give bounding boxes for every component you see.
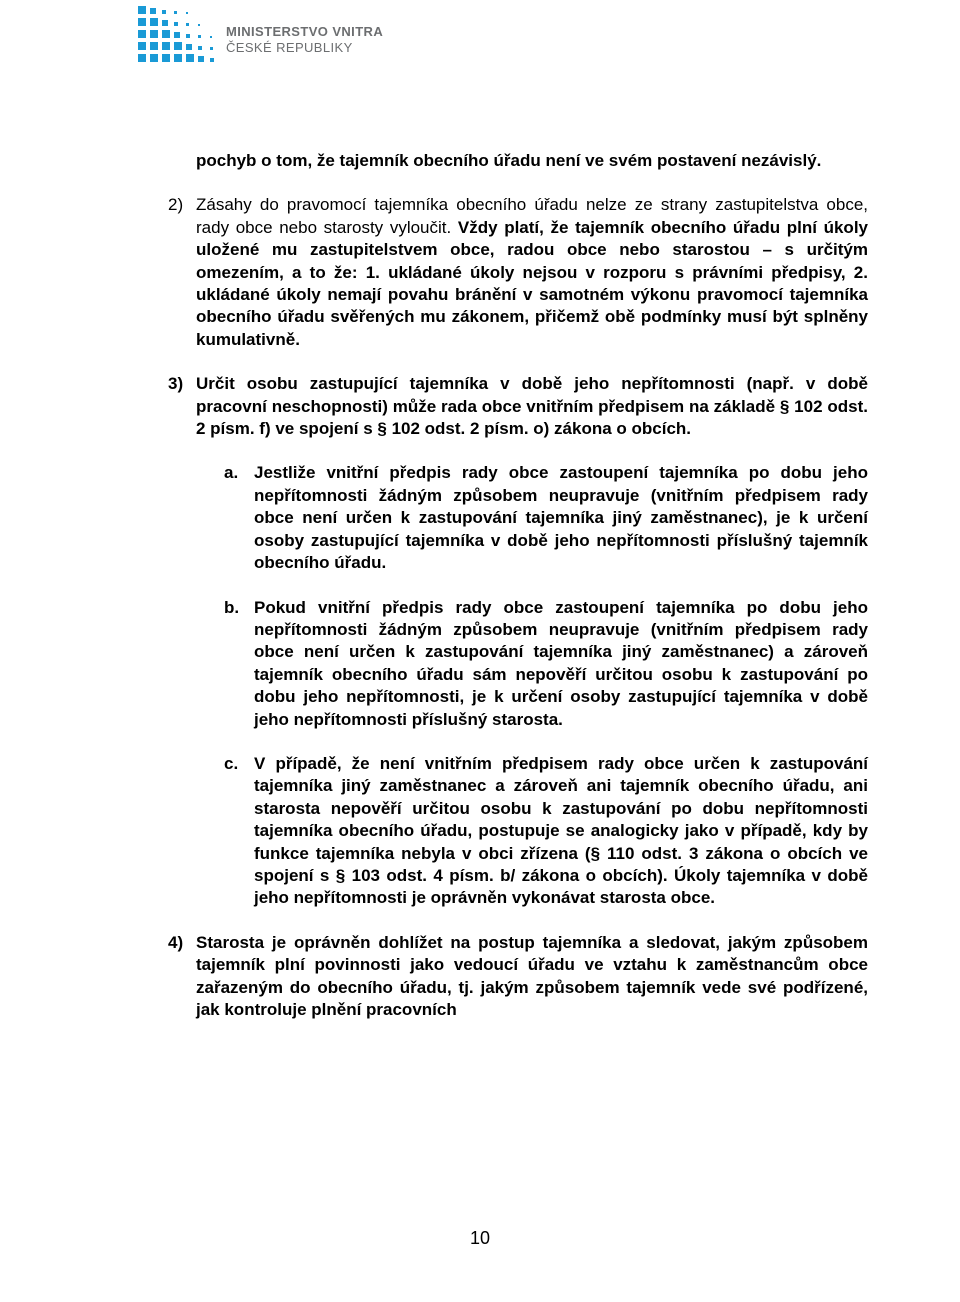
sub-item-a-text: Jestliže vnitřní předpis rady obce zastoupení tajemníka po dobu jeho nepřítomnosti žádným způsobem neupravuje (vnitřním předpisem rady obce není určen k zastupování tajemníka jiný zaměstnanec), je k určení osoby zastupující tajemníka v době jeho nepřítomnosti příslušný tajemník obecního úřadu. [254,463,868,573]
logo-text [226,24,383,56]
document-body [168,150,868,1021]
item-4-label: 4) [168,932,184,952]
sub-item-b-text: Pokud vnitřní předpis rady obce zastoupení tajemníka po dobu jeho nepřítomnosti žádným způsobem neupravuje (vnitřním předpisem rady obce není určen k zastupování tajemníka jiný zaměstnanec) a zároveň tajemník obecního úřadu sám nepověří určitou osobu k zastupování po dobu jeho nepřítomnosti, je k určení osoby zastupující tajemníka v době jeho nepřítomnosti příslušný starosta. [254,597,868,729]
item-2-bold-text: Vždy platí, že tajemník obecního úřadu plní úkoly uložené mu zastupitelstvem obce, radou obce nebo starostou – s určitým omezením, a to že: 1. ukládané úkoly nejsou v rozporu s právními předpisy, 2. ukládané úkoly nemají povahu bránění v samotném výkonu pravomocí tajemníka obecního úřadu svěřených mu zákonem, přičemž obě podmínky musí být splněny kumulativně. [196,217,868,349]
item-2 [168,194,868,351]
logo-line1: MINISTERSTVO VNITRA [226,24,384,39]
item-2-text [196,194,868,351]
item-3-text: Určit osobu zastupující tajemníka v době jeho nepřítomnosti (např. v době pracovní neschopnosti) může rada obce vnitřním předpisem na základě § 102 odst. 2 písm. f) ve spojení s § 102 odst. 2 písm. o) zákona o obcích. [196,374,868,439]
sub-item-a-label: a. [224,463,239,483]
continuation-paragraph: pochyb o tom, že tajemník obecního úřadu není ve svém postavení nezávislý. [196,151,822,170]
sub-item-a [224,462,868,574]
logo-line2: ČESKÉ REPUBLIKY [226,40,353,55]
item-3-sub-list [168,462,868,909]
sub-item-b-label: b. [224,597,240,617]
item-2-regular-text: Zásahy do pravomocí tajemníka obecního úřadu nelze ze strany zastupitelstva obce, rady obce nebo starosty vyloučit. [196,195,868,237]
item-4-text: Starosta je oprávněn dohlížet na postup tajemníka a sledovat, jakým způsobem tajemník plní povinnosti jako vedoucí úřadu ve vztahu k zaměstnancům obce zařazeným do obecního úřadu, tj. jakým způsobem tajemník vede své podřízené, jak kontroluje plnění pracovních [196,932,868,1019]
sub-item-c-label: c. [224,753,239,773]
sub-item-c [224,753,868,910]
logo-dot-grid-icon [136,4,220,68]
item-4 [168,932,868,1022]
item-2-label: 2) [168,195,184,215]
sub-item-c-text: V případě, že není vnitřním předpisem rady obce určen k zastupování tajemníka jiný zaměstnanec a zároveň ani tajemník obecního úřadu, ani starosta nepověří určitou osobu k zastupování po dobu nepřítomnosti tajemníka obecního úřadu, postupuje se analogicky jako v případě, kdy by funkce tajemníka nebyla v obci zřízena (§ 110 odst. 3 zákona o obcích ve spojení s § 103 odst. 4 písm. b/ zákona o obcích). Úkoly tajemníka v době jeho nepřítomnosti je oprávněn vykonávat starosta obce. [254,753,868,908]
page-number: 10 [469,1228,491,1248]
ministry-logo [136,4,386,68]
sub-item-b [224,597,868,731]
item-3-label: 3) [168,374,184,394]
item-3 [168,373,868,440]
